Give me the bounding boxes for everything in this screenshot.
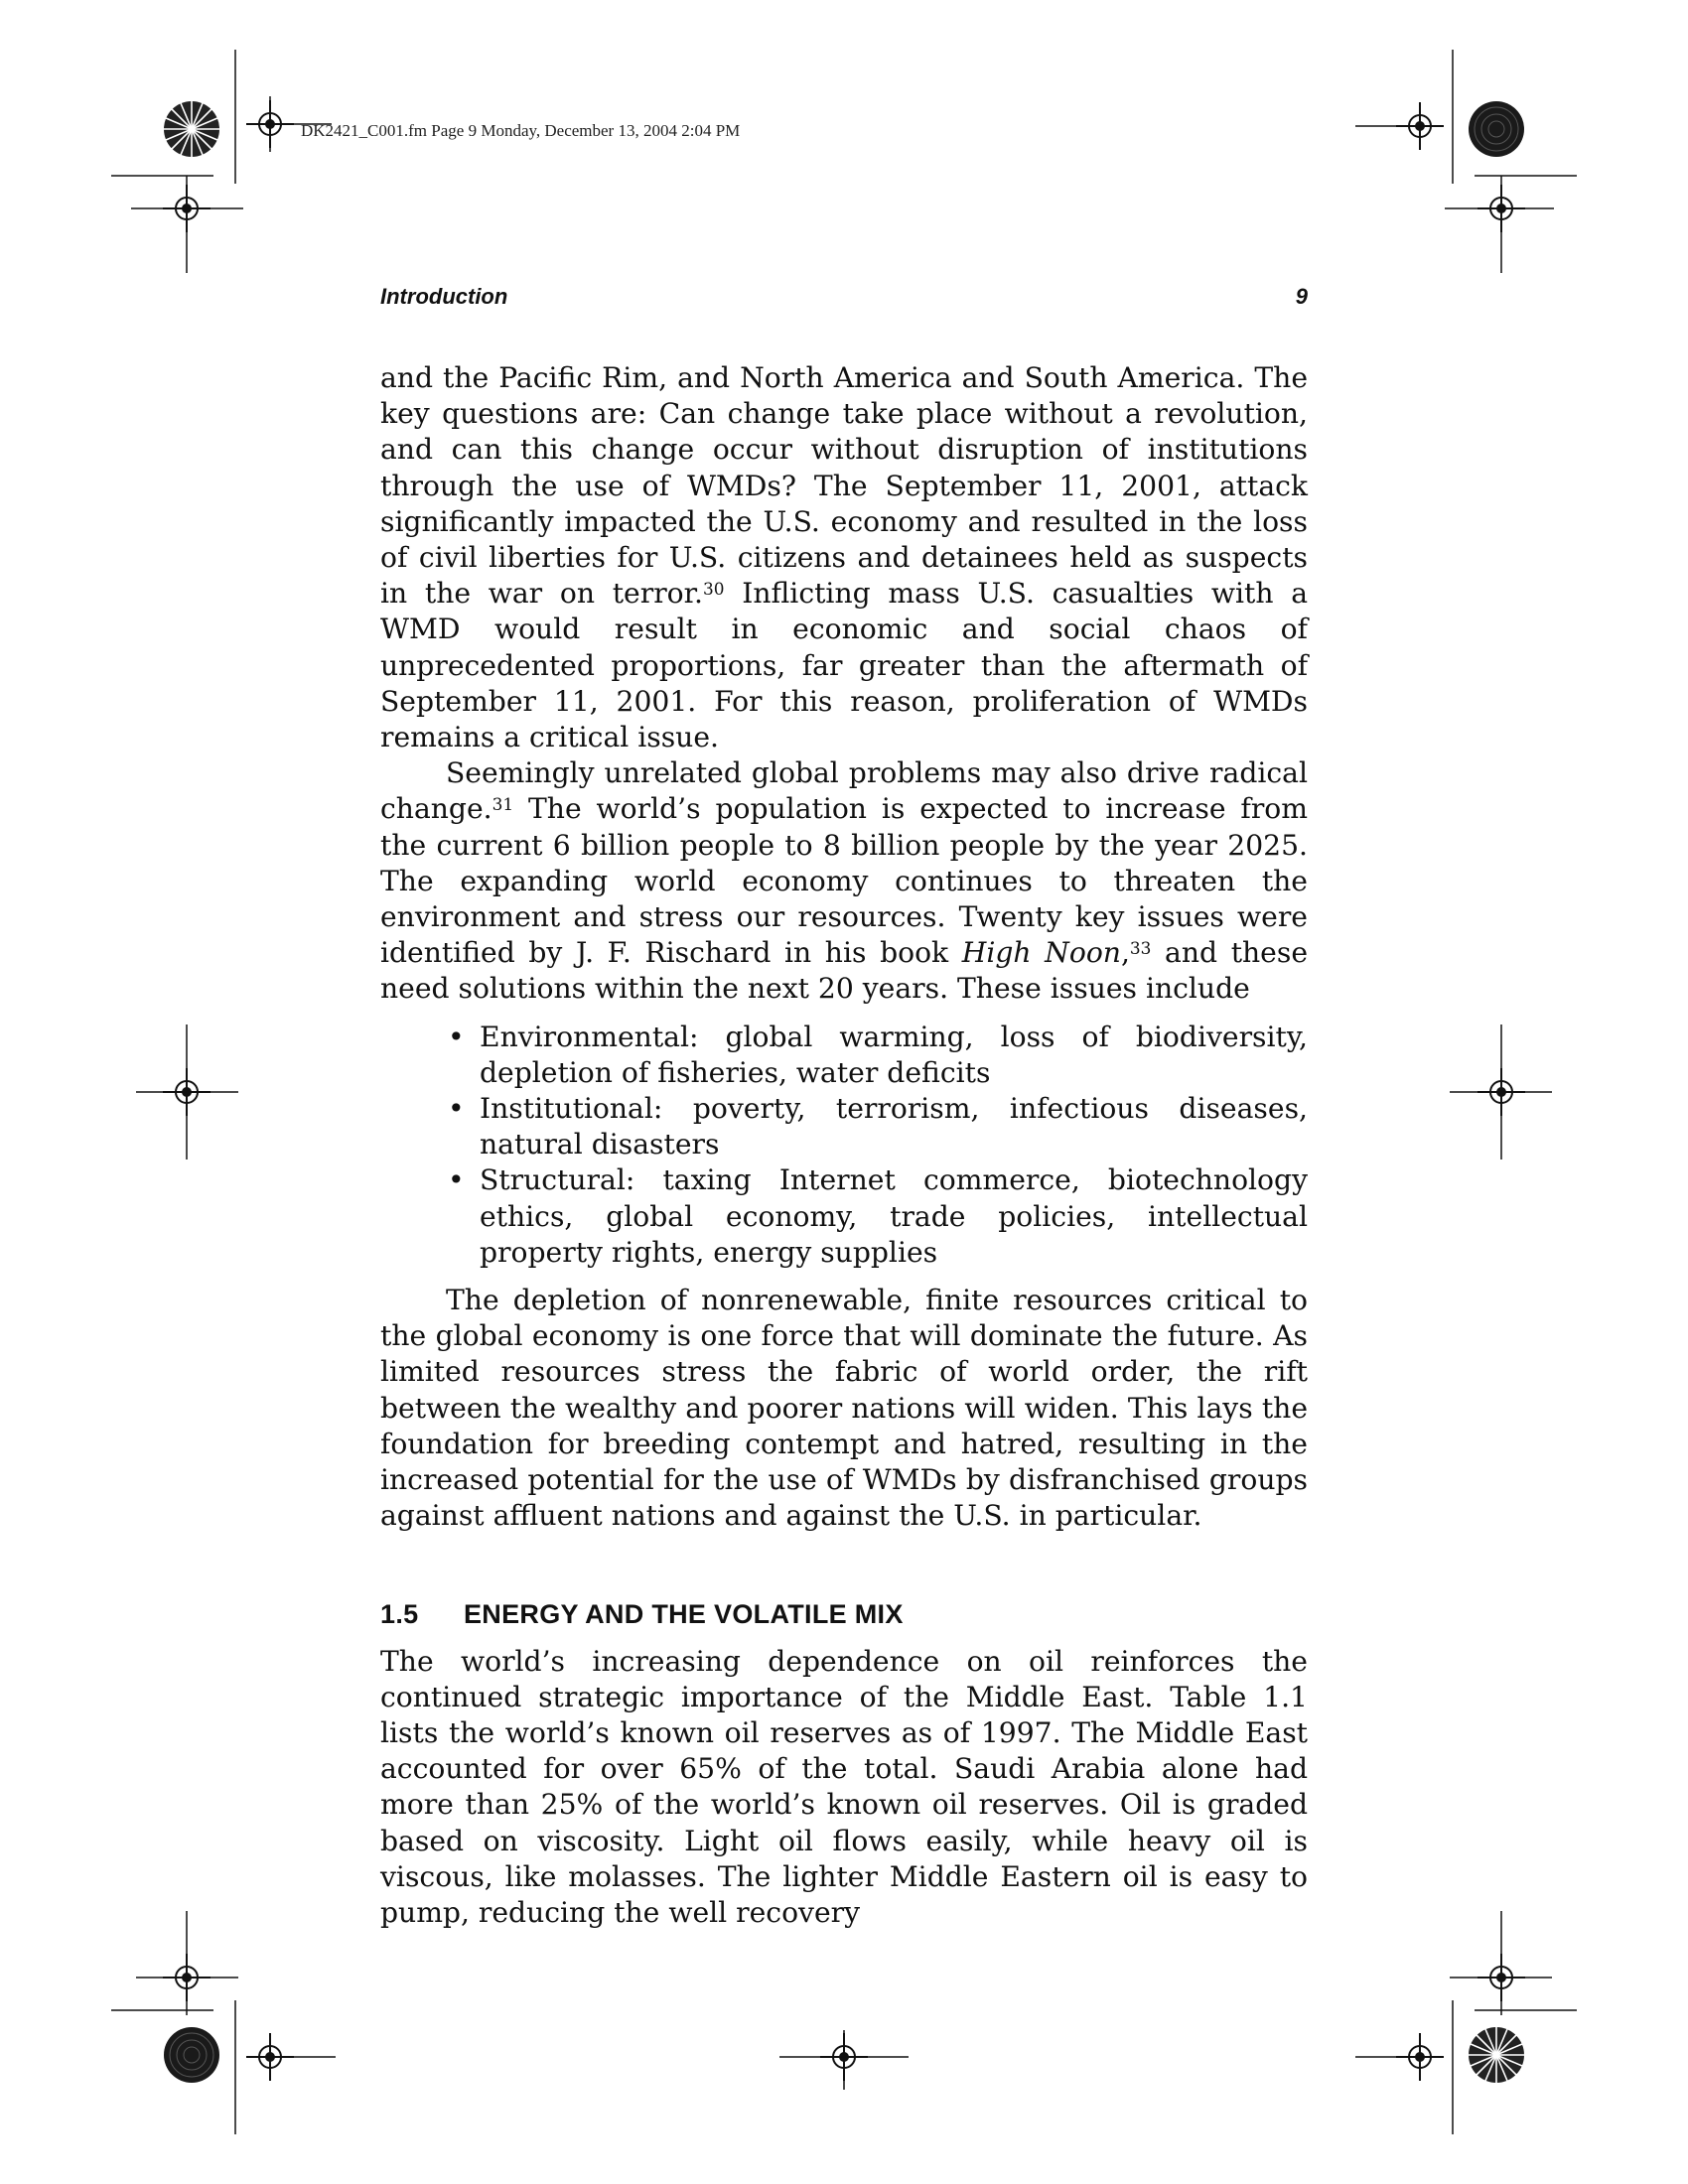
paragraph-text: and the Pacific Rim, and North America and South America. The key questions are: Can change take place without a revolution, and can this change occur without disruption of institutions through the use of WMDs? The September 11, 2001, attack significantly impacted the U.S. economy and resulted in the loss of civil liberties for U.S. citizens and detainees held as suspects in the war on terror. xyxy=(380,361,1308,611)
running-head-title: Introduction xyxy=(380,284,508,309)
bullet-icon: • xyxy=(448,1020,465,1053)
page-number: 9 xyxy=(1295,284,1308,309)
paragraph-text: Seemingly unrelated global problems may also drive radical change. xyxy=(380,756,1308,826)
paragraph: The depletion of nonrenewable, finite resources critical to the global economy is one force that will dominate the future. As limited resources stress the fabric of world order, the rift between the wealthy and poorer nations will widen. This lays the foundation for breeding contempt and hatred, resulting in the increased potential for the use of WMDs by disfranchised groups against affluent nations and against the U.S. in particular. xyxy=(380,1284,1308,1533)
disc-target-mark xyxy=(164,2027,219,2083)
registration-mark xyxy=(163,185,211,232)
disc-target-mark xyxy=(1469,101,1524,157)
registration-mark xyxy=(163,1068,211,1116)
list-item xyxy=(448,1020,1308,1091)
paragraph xyxy=(380,755,1308,1007)
bullet-list xyxy=(380,1020,1308,1271)
bullet-icon: • xyxy=(448,1163,465,1197)
paragraph-text: and these need solutions within the next 20 years. These issues include xyxy=(380,936,1308,1006)
registration-mark xyxy=(163,1954,211,2001)
list-item-text: Environmental: global warming, loss of biodiversity, depletion of fisheries, water deficits xyxy=(480,1020,1308,1089)
running-head xyxy=(380,284,1308,314)
paragraph-text: The world’s population is expected to increase from the current 6 billion people to 8 billion people by the year 2025. The expanding world economy continues to threaten the environment and stress our resources. Twenty key issues were identified by J. F. Rischard in his book xyxy=(380,792,1308,970)
section-heading xyxy=(380,1596,1308,1632)
section-number: 1.5 xyxy=(380,1598,419,1629)
footnote-ref: 30 xyxy=(702,578,725,599)
paragraph-text: Inflicting mass U.S. casualties with a WMD would result in economic and social chaos of unprecedented proportions, far greater than the aftermath of September 11, 2001. For this reason, proliferation of WMDs remains a critical issue. xyxy=(380,577,1309,754)
star-target-mark xyxy=(164,101,219,157)
registration-mark xyxy=(1477,1068,1525,1116)
file-slug: DK2421_C001.fm Page 9 Monday, December 13, 2004 2:04 PM xyxy=(301,121,741,140)
registration-mark xyxy=(1477,185,1525,232)
list-item xyxy=(448,1162,1308,1271)
footnote-ref: 33 xyxy=(1129,937,1152,958)
bullet-icon: • xyxy=(448,1092,465,1126)
list-item xyxy=(448,1091,1308,1162)
paragraph: The world’s increasing dependence on oil reinforces the continued strategic importance of the Middle East. Table 1.1 lists the world’s known oil reserves as of 1997. The Middle East accounted for over 65% of the total. Saudi Arabia alone had more than 25% of the world’s known oil reserves. Oil is graded based on viscosity. Light oil flows easily, while heavy oil is viscous, like molasses. The lighter Middle Eastern oil is easy to pump, reducing the well recovery xyxy=(380,1644,1308,1929)
punctuation: , xyxy=(1120,936,1130,970)
list-item-text: Structural: taxing Internet commerce, biotechnology ethics, global economy, trade policies, intellectual property rights, energy supplies xyxy=(480,1163,1308,1269)
registration-mark xyxy=(1477,1954,1525,2001)
book-title: High Noon xyxy=(961,936,1121,970)
body-text xyxy=(380,360,1308,1931)
section-title: ENERGY AND THE VOLATILE MIX xyxy=(464,1598,904,1629)
star-target-mark xyxy=(1469,2027,1524,2083)
footnote-ref: 31 xyxy=(492,793,514,814)
paragraph xyxy=(380,360,1308,755)
list-item-text: Institutional: poverty, terrorism, infectious diseases, natural disasters xyxy=(480,1092,1308,1161)
